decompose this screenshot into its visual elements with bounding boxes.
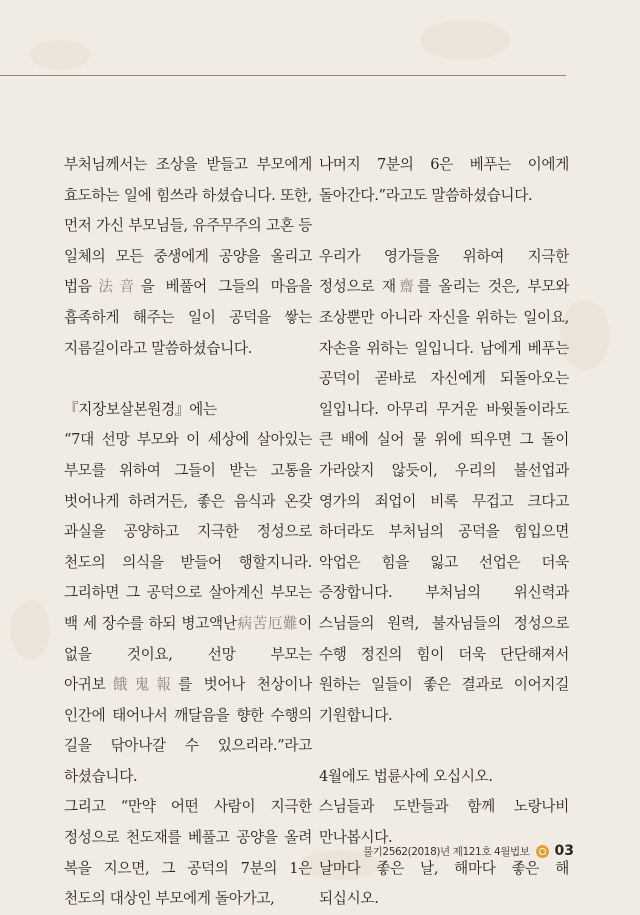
- paragraph: 나머지 7분의 6은 베푸는 이에게 돌아간다.”라고도 말씀하셨습니다.: [319, 156, 569, 204]
- paragraph: 우리가 영가들을 위하여 지극한 정성으로 재齋를 올리는 것은, 부모와 조상뿐만 아니라 자신을 위하는 일이요, 자손을 위하는 일입니다. 남에게 베푸는 공덕이 곧바로 자신에게 되돌아오는 일입니다. 아무리 무거운 바윗돌이라도 큰 배에 실어 물 위에 띄우면 그 돌이 가라앉지 않듯이, 우리의 불선업과 영가의 죄업이 비록 무겁고 크다고 하더라도 부처님의 공덕을 힘입으면 악업은 힘을 잃고 선업은 더욱 증장합니다. 부처님의 위신력과 스님들의 원력, 불자님들의 정성으로 수행 정진의 힘이 더욱 단단해져서 원하는 일들이 좋은 결과로 이어지길 기원합니다.: [319, 247, 570, 724]
- issue-info: 불기2562(2018)년 제121호 4월법보: [362, 845, 530, 858]
- right-column: [319, 150, 569, 915]
- paragraph: “7대 선망 부모와 이 세상에 살아있는 부모를 위하여 그들이 받는 고통을 벗어나게 하려거든, 좋은 음식과 온갖 과실을 공양하고 지극한 정성으로 천도의 의식을 받들어 행할지니라. 그리하면 그 공덕으로 살아계신 부모는 백 세 장수를 하되 병고액난病苦厄難이 없을 것이요, 선망 부모는 아귀보餓鬼報를 벗어나 천상이나 인간에 태어나서 깨달음을 향한 수행의 길을 닦아나갈 수 있으리라.”라고 하셨습니다.: [64, 431, 313, 785]
- hanja-gloss: 病苦厄難: [236, 614, 299, 632]
- page-number: 03: [554, 843, 574, 859]
- page-footer: [363, 840, 574, 862]
- dharma-wheel-icon: [536, 845, 549, 858]
- paragraph: 부처님께서는 조상을 받들고 부모에게 효도하는 일에 힘쓰라 하셨습니다. 또한, 먼저 가신 부모님들, 유주무주의 고혼 등 일체의 모든 중생에게 공양을 올리고 법음法音을 베풀어 그들의 마음을 흡족하게 해주는 일이 공덕을 쌓는 지름길이라고 말씀하셨습니다.: [64, 156, 313, 357]
- closing-line: 스님들과 도반들과 함께 노랑나비 만나봅시다.: [319, 798, 569, 847]
- left-column: [64, 150, 312, 915]
- closing-line: 날마다 좋은 날, 해마다 좋은 해 되십시오.: [319, 859, 569, 908]
- header-rule: [0, 75, 566, 76]
- hanja-gloss: 法音: [91, 278, 141, 296]
- hanja-gloss: 餓鬼報: [105, 676, 179, 694]
- sutra-title: 『지장보살본원경』에는: [64, 400, 217, 418]
- hanja-gloss: 齋: [395, 278, 418, 296]
- closing-line: 4월에도 법륜사에 오십시오.: [319, 767, 493, 785]
- paragraph: 그리고 “만약 어떤 사람이 지극한 정성으로 천도재를 베풀고 공양을 올려 복을 지으면, 그 공덕의 7분의 1은 천도의 대상인 부모에게 돌아가고,: [64, 798, 312, 908]
